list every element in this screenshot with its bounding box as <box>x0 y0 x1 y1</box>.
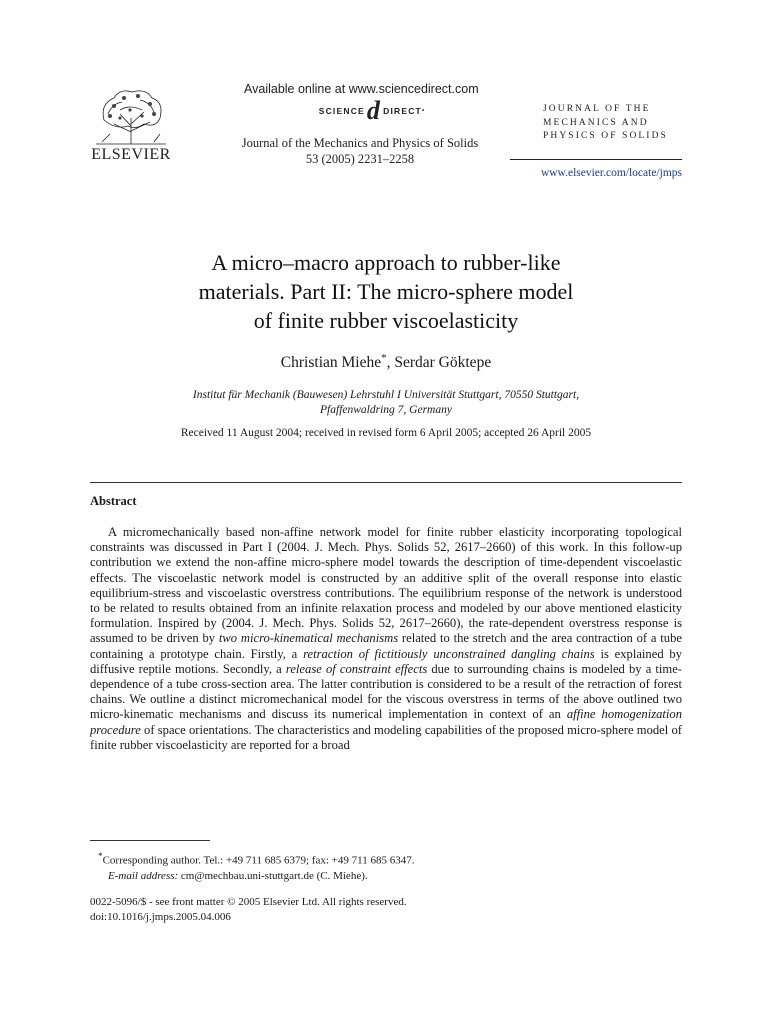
abstract-body <box>90 525 682 753</box>
abstract-italic-1: two micro-kinematical mechanisms <box>218 631 399 646</box>
footnote-corresponding-text: Corresponding author. Tel.: +49 711 685 6379; fax: +49 711 685 6347. <box>102 854 415 867</box>
abstract-text-4: due to surrounding chains is modeled by a time-dependence of a tube cross-section area. The latter contribution is considered to be a result of the retraction of forest chains. We outline a distinct micromechanical model for the viscous overstress in terms of the above outlined two micro-kinematic mechanisms and discuss its numerical implementation in context of an <box>90 661 682 722</box>
affiliation <box>110 388 662 418</box>
footnote <box>90 849 682 884</box>
journal-caps-title <box>543 103 693 144</box>
abstract-italic-2: retraction of fictitiously unconstrained dangling chains <box>303 646 595 661</box>
author-separator: , <box>386 354 395 372</box>
copyright-block <box>90 895 682 925</box>
corresponding-author-mark[interactable]: * <box>381 352 387 364</box>
email-label: E-mail address: <box>108 869 179 882</box>
abstract-italic-3: release of constraint effects <box>285 661 428 676</box>
header-divider <box>510 159 682 160</box>
received-dates: Received 11 August 2004; received in revised form 6 April 2005; accepted 26 April 2005 <box>180 427 592 439</box>
title-line-1: A micro–macro approach to rubber-like <box>211 250 561 275</box>
abstract-text-5: of space orientations. The characteristics and modeling capabilities of the proposed micro-sphere model of finite rubber viscoelasticity are reported for a broad <box>90 722 682 752</box>
sciencedirect-dot-icon: • <box>421 108 426 114</box>
footnote-email <box>90 869 682 884</box>
journal-name: Journal of the Mechanics and Physics of Solids <box>241 136 479 150</box>
abstract-divider <box>90 482 682 483</box>
abstract-text-3: is explained by diffusive reptile motions. Secondly, a <box>90 646 683 676</box>
author-2: Serdar Göktepe <box>394 354 492 372</box>
email-address[interactable]: cm@mechbau.uni-stuttgart.de (C. Miehe). <box>178 869 368 882</box>
elsevier-wordmark: ELSEVIER <box>91 146 171 163</box>
journal-caps-line2: MECHANICS AND <box>543 117 649 128</box>
doi-line[interactable]: doi:10.1016/j.jmps.2005.04.006 <box>90 911 231 923</box>
author-1: Christian Miehe <box>280 354 382 372</box>
abstract-text-2: related to the stretch and the area contraction of a tube containing a prototype chain. Firstly, a <box>90 631 682 661</box>
journal-citation <box>210 135 510 167</box>
affiliation-line-2: Pfaffenwaldring 7, Germany <box>320 404 452 416</box>
elsevier-logo <box>90 84 172 166</box>
sciencedirect-right: DIRECT <box>383 106 422 116</box>
affiliation-line-1: Institut für Mechanik (Bauwesen) Lehrstuhl I Universität Stuttgart, 70550 Stuttgart, <box>192 389 580 401</box>
title-line-2: materials. Part II: The micro-sphere model <box>198 279 574 304</box>
paper-title <box>90 248 682 335</box>
journal-caps-line3: PHYSICS OF SOLIDS <box>543 131 668 141</box>
abstract-text-1: A micromechanically based non-affine network model for finite rubber elasticity incorporating topological constraints was discussed in Part I (2004. J. Mech. Phys. Solids 52, 2617–2660) of this work. In this follow-up contribution we extend the non-affine micro-sphere model towards the description of time-dependent viscoelastic effects. The viscoelastic network model is constructed by an additive split of the overall response into elastic equilibrium-stress and viscoelastic overstress contributions. The equilibrium response of the network is understood to be related to results obtained from an infinite relaxation process and modeled by our above mentioned elasticity formulation. Inspired by (2004. J. Mech. Phys. Solids 52, 2617–2660), the rate-dependent overstress response is assumed to be driven by <box>90 525 682 646</box>
abstract-paragraph <box>90 525 682 753</box>
available-online-text: Available online at www.sciencedirect.com <box>244 82 479 96</box>
journal-volume: 53 (2005) 2231–2258 <box>305 152 415 166</box>
footnote-divider <box>90 840 210 841</box>
copyright-line: 0022-5096/$ - see front matter © 2005 Elsevier Ltd. All rights reserved. <box>90 896 407 908</box>
abstract-heading: Abstract <box>90 494 137 508</box>
authors <box>90 352 682 372</box>
footnote-corresponding <box>90 849 682 869</box>
sciencedirect-left: SCIENCE <box>318 106 365 116</box>
sciencedirect-logo <box>282 96 462 125</box>
journal-url-link[interactable]: www.elsevier.com/locate/jmps <box>540 167 682 179</box>
journal-caps-line1: JOURNAL OF THE <box>543 104 651 114</box>
footnote-mark: * <box>98 851 103 861</box>
title-line-3: of finite rubber viscoelasticity <box>253 308 519 333</box>
abstract-italic-4: affine homogenization procedure <box>90 707 682 737</box>
sciencedirect-d: d <box>366 96 382 125</box>
